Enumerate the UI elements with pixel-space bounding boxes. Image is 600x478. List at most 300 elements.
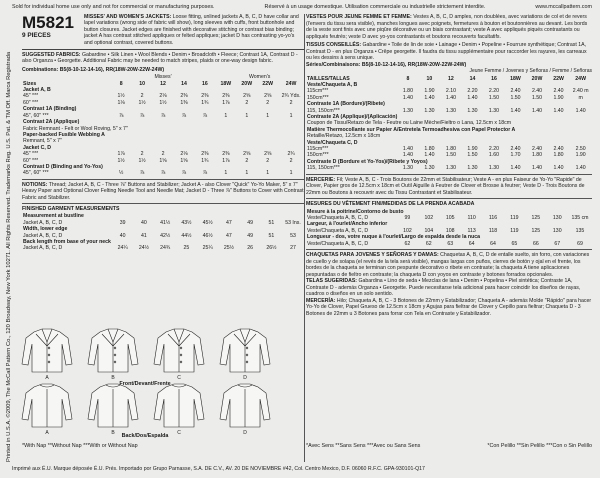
row-label: Matière Thermocollante sur Papier A/Entretela Termoadhesiva con Papel Protector A — [307, 126, 516, 133]
cell-value: 1.30 — [402, 165, 413, 172]
row-label: Mesure à la poitrine/Contorno de busto — [307, 208, 404, 215]
chaquetas-title: CHAQUETAS PARA JOVENES Y SEÑORAS Y DAMAS: — [306, 252, 439, 259]
table-row — [22, 170, 304, 176]
size-12: 12 — [448, 75, 454, 82]
chaquetas-block — [306, 252, 592, 278]
measurement-rows — [22, 213, 304, 251]
size-20w: 20W — [241, 80, 253, 87]
cell-value: 2⅛ — [159, 93, 167, 100]
cell-value: 1 — [289, 112, 293, 119]
back-views — [22, 384, 270, 436]
cell-value: 47 — [225, 232, 232, 239]
front-caption: Front/Devant/Frente — [119, 381, 171, 387]
cell-value: 42½ — [160, 232, 171, 239]
cell-value: 135 cm — [571, 215, 589, 221]
cell-value: 2⅝ — [243, 93, 251, 100]
row-label: 45", 60" *** — [23, 170, 49, 177]
cell-value: 41 — [140, 232, 147, 239]
cell-value: 41½ — [160, 219, 171, 226]
cell-value: 1.40 — [424, 94, 435, 101]
cell-value: 1.30 — [467, 107, 478, 114]
row-label: Fabric Remnant - Felt or Wool Roving, 5" x 7" — [23, 125, 128, 132]
size-18w: 18W — [220, 80, 232, 87]
size-groups-fr: Jeune Femme / Jovenes y Señoras / Femme / Señoras — [469, 68, 592, 74]
group-women: Women's — [248, 74, 271, 81]
cell-value: 1.30 — [467, 165, 478, 172]
back-view-b — [88, 384, 138, 436]
cell-value: 1 — [224, 112, 228, 119]
cell-value: 1.40 — [510, 165, 521, 172]
size-24w: 24W — [575, 75, 586, 82]
cell-value: 49 — [247, 219, 254, 226]
description — [84, 14, 304, 46]
cell-value: 1.50 — [488, 94, 500, 101]
size-12: 12 — [160, 80, 166, 87]
cell-value: 110 — [467, 215, 476, 221]
cell-value: 2 — [266, 99, 270, 106]
cell-value: 1.40 — [531, 165, 543, 172]
tissus-text: Gabardine • Toile de lin de soie • Lainage • Denim • Popeline • Fourrure synthétique; Contrast 1A, Contrast D - en plus Organza • Crêpe georgette. Il faudra du tissu supplémentaire pour raccorder les rayures, les carreaux ou les dessins à sens unique. — [306, 42, 587, 61]
mercerie-text: Fil; Veste A, B, C - Trois Boutons de 22mm et Stabilisateur; Veste A - en plus Faiseur de Yo-Yo "Rapide" de Clover, Papier gros de 12.5cm x 18cm et Outil Aiguille à Feutrer de Clover et Brosse à feutrer; Veste D - Trois Boutons de 22mm ou Boutons à recouvrir avec du Tissu Contrastant et Stabilisateur. — [306, 176, 585, 196]
cell-value: 1.70 — [510, 152, 521, 159]
cell-value: 2⅜ — [201, 151, 209, 158]
cell-value: 130 — [552, 215, 562, 221]
row-label: Largeur, à l'ourlet/Ancho inferior — [307, 221, 388, 228]
cell-value: 2.50 — [575, 145, 586, 152]
cell-value: 2⅝ — [264, 93, 272, 100]
cell-value: 1½ — [159, 99, 167, 106]
cell-value: 2.40 — [531, 145, 543, 152]
cell-value: 1.50 — [531, 94, 543, 101]
cell-value: 2 — [161, 151, 165, 158]
back-view-a — [22, 384, 72, 436]
sizes-label: Sizes — [23, 80, 37, 87]
cell-value: 1.80 — [531, 152, 543, 159]
cell-value: ⅞ — [139, 112, 145, 119]
cell-value: 1.30 — [445, 165, 456, 172]
front-views — [22, 329, 270, 381]
cell-value: 26 — [247, 245, 254, 252]
size-22w: 22W — [262, 80, 274, 87]
metric-measurement-rows — [306, 209, 592, 247]
cell-value: 116 — [488, 215, 498, 221]
row-label: 115cm*** — [307, 88, 329, 95]
cell-value: 1.80 — [424, 145, 435, 152]
row-label: Jacket A, B, C, D — [23, 232, 63, 239]
notice-french: Réservé à un usage domestique. Utilisation commerciale ou industrielle strictement interdite. — [264, 4, 486, 10]
notions-title: NOTIONS: — [22, 181, 48, 188]
row-label: Veste/Chaqueta A, B — [307, 81, 358, 88]
size-10: 10 — [139, 80, 145, 87]
footer-es: *Con Pelillo **Sin Pelillo ***Con o Sin Pelillo — [487, 443, 592, 449]
cell-value: 135 — [575, 227, 585, 234]
metric-yardage-rows — [306, 82, 592, 172]
yardage-rows — [22, 87, 304, 177]
size-8: 8 — [119, 80, 123, 87]
view-letter: A — [45, 375, 49, 381]
cell-value: 1¾ — [201, 157, 209, 164]
row-label: Contraste D (Bordure et Yo-Yos)/(Ribete y Yoyos) — [307, 158, 428, 165]
cell-value: 102 — [424, 215, 434, 221]
cell-value: 26½ — [266, 245, 277, 252]
tissus-title: TISSUS CONSEILLÉS: — [306, 42, 362, 48]
front-view-b — [88, 329, 138, 381]
cell-value: 1.90 — [553, 94, 564, 101]
cell-value: ⅞ — [160, 112, 166, 119]
suggested-fabrics — [22, 52, 304, 65]
merceria-text: Hilo; Chaqueta A, B, C - 3 Botones de 22mm y Estabilizador; Chaqueta A - además Molde "Rápido" para hacer Yo-Yo de Clover, Papel Grueso de 12.5cm x 18cm y Agujas para fieltrar de Clover y Cepillo para fieltrar; Chaqueta D - 3 Botones de 22mm u 3 Botones para forrar con Tela en Contraste y Estabilizador. — [306, 297, 592, 317]
row-label: Veste/Chaqueta C, D — [307, 139, 358, 146]
size-14: 14 — [469, 75, 476, 82]
cell-value: 1⅞ — [117, 151, 125, 158]
cell-value: 2 — [245, 99, 249, 106]
tailles-label: TAILLES/TALLAS — [307, 75, 350, 82]
side-copyright-text: Printed in U.S.A. ©2009, The McCall Pattern Co., 120 Broadway, New York 10271. All Rights Reserved. Trademarks Reg. U.S. Pat. & TM Off. Marca Registrada — [6, 51, 12, 462]
table-row — [306, 241, 592, 247]
cell-value: 1.50 — [510, 94, 521, 101]
cell-value: 40 — [140, 219, 147, 226]
yardage-table — [22, 74, 304, 177]
row-label: Jacket A, B, C, D — [23, 219, 63, 226]
cell-value: 1⅝ — [180, 157, 188, 164]
table-row — [22, 245, 304, 251]
vestes-text: Vestes A, B, C, D amples, non doublées, avec variations de col et de revers (l'envers du tissu sera visible), manches longues avec poignets, fermetures à bouton et boutonnières au devant. Les bords de la veste sont finis avec une piqûre décorative ou un biais contrastant; veste A avec appliqués piqués contrastants ou appliqués feutrés; veste D avec yo-yos contrastants et boutons recouverts facultatifs. — [306, 14, 588, 40]
front-view-c — [154, 329, 204, 381]
size-22w: 22W — [553, 75, 564, 82]
cell-value: 1½ — [117, 93, 125, 100]
size-14: 14 — [181, 80, 187, 87]
row-label: Coupon de Tissu/Retazo de Tela - Feutre ou Laine Mèche/Fieltro o Lana, 12.5cm x 18cm — [307, 120, 512, 127]
cell-value: 2 — [266, 157, 270, 164]
row-label: Measurement at bustline — [23, 213, 84, 220]
cell-value: 1 — [266, 170, 270, 177]
cell-value: 2⅜ — [222, 151, 230, 158]
front-view-d — [220, 329, 270, 381]
cell-value: 46½ — [202, 232, 213, 239]
cell-value: 1.40 — [531, 107, 543, 114]
column-divider — [304, 14, 305, 462]
view-letter: D — [243, 375, 247, 381]
cell-value: 1½ — [117, 157, 125, 164]
cell-value: 1.80 — [553, 152, 564, 159]
cell-value: 27 — [290, 245, 296, 252]
cell-value: 119 — [510, 215, 519, 221]
table-row — [306, 165, 592, 171]
telas-block — [306, 278, 592, 298]
row-label: Veste/Chaqueta A, B, C, D — [307, 215, 369, 221]
row-label: Width, lower edge — [23, 226, 68, 233]
cell-value: 53 Ins. — [285, 219, 301, 226]
row-label: 45", 60" *** — [23, 112, 49, 119]
cell-value: 1.40 — [402, 152, 413, 159]
nap-note: *With Nap **Without Nap ***With or Without Nap — [22, 443, 138, 449]
cell-value: 104 — [424, 227, 434, 234]
row-label: 45" *** — [23, 93, 39, 100]
cell-value: 2.20 — [467, 88, 478, 95]
cell-value: 24¾ — [160, 245, 171, 252]
group-misses: Misses' — [154, 74, 172, 81]
cell-value: 2⅜ — [180, 93, 188, 100]
cell-value: 2⅝ — [264, 151, 272, 158]
cell-value: 2 — [140, 151, 144, 158]
row-label: 45" *** — [23, 151, 39, 158]
cell-value: 125 — [531, 227, 541, 234]
telas-title: TELAS SUGERIDAS: — [306, 278, 358, 285]
cell-value: 25½ — [223, 245, 234, 252]
cell-value: 1⅝ — [159, 157, 167, 164]
telas-text: Gabardina • Lino de seda • Mezclas de lana • Denim • Popelina • Piel sintética; Contraste 1A, Contraste D - además Organza • Georgette. Puede necesitarse tela adicional para hacer coincidir los diseños de rayas, cuadros o diseños en un solo sentido. — [306, 278, 581, 298]
cell-value: 2.20 — [488, 88, 500, 95]
cell-value: 51 — [268, 232, 275, 239]
view-letter: C — [177, 375, 181, 381]
cell-value: 1.80 — [445, 145, 456, 152]
row-label: 115, 150cm*** — [307, 165, 340, 172]
row-label: Paper-backed Fusible Webbing A — [23, 131, 105, 138]
merceria-block — [306, 298, 592, 318]
size-8: 8 — [406, 75, 410, 82]
cell-value: ⅞ — [139, 170, 145, 177]
cell-value: 25¼ — [202, 245, 213, 252]
cell-value: 2¾ Yds. — [281, 93, 301, 100]
cell-value: 1 — [224, 170, 228, 177]
merceria-title: MERCERÍA: — [306, 297, 336, 304]
cell-value: 64 — [468, 240, 475, 247]
view-letter: C — [177, 430, 181, 436]
cell-value: 1.30 — [424, 165, 435, 172]
cell-value: 1.90 — [575, 152, 586, 159]
pattern-header — [22, 14, 304, 50]
cell-value: 119 — [510, 227, 519, 234]
view-letter: B — [111, 375, 115, 381]
cell-value: 2.40 — [553, 88, 564, 95]
notions — [22, 182, 304, 201]
cell-value: 1 — [245, 170, 249, 177]
cell-value: 65 — [511, 240, 518, 247]
cell-value: 49 — [247, 232, 254, 239]
cell-value: 25 — [183, 245, 190, 252]
cell-value: 1.80 — [402, 88, 413, 95]
row-label: Remnant, 5" x 7" — [23, 138, 62, 145]
cell-value: 113 — [467, 227, 476, 234]
cell-value: m — [578, 94, 583, 101]
cell-value: 2.40 m — [572, 88, 589, 95]
cell-value: 51 — [268, 219, 275, 226]
tissus-block — [306, 42, 592, 62]
cell-value: 69 — [577, 240, 583, 247]
pattern-id — [22, 14, 84, 46]
cell-value: 2.10 — [445, 88, 456, 95]
size-10: 10 — [426, 75, 433, 82]
cell-value: 1.40 — [553, 165, 564, 172]
cell-value: 2⅝ — [243, 151, 251, 158]
cell-value: ⅞ — [118, 112, 124, 119]
cell-value: ⅞ — [160, 170, 166, 177]
vestes-block — [306, 14, 592, 40]
cell-value: 63 — [447, 240, 454, 247]
cell-value: 1.90 — [467, 145, 478, 152]
row-label: Jacket C, D — [23, 144, 51, 151]
cell-value: 62 — [425, 240, 432, 247]
cell-value: 45½ — [202, 219, 213, 226]
cell-value: 1⅜ — [180, 99, 188, 106]
measurements-title: FINISHED GARMENT MEASUREMENTS — [22, 205, 120, 212]
row-label: Veste/Chaqueta A, B, C, D — [307, 240, 369, 247]
website-url[interactable]: www.mccallpattern.com — [535, 4, 592, 10]
cell-value: 105 — [445, 215, 455, 221]
size-24w: 24W — [285, 80, 297, 87]
cell-value: 130 — [552, 227, 562, 234]
cell-value: 24¼ — [117, 245, 128, 252]
cell-value: 1½ — [138, 157, 146, 164]
cell-value: 62 — [404, 240, 411, 247]
back-caption: Back/Dos/Espalda — [121, 433, 169, 439]
cell-value: ½ — [118, 170, 124, 177]
back-view-c — [154, 384, 204, 436]
right-footnotes — [306, 443, 592, 449]
cell-value: 2.40 — [553, 145, 564, 152]
pattern-number: M5821 — [22, 13, 74, 32]
cell-value: ⅞ — [202, 112, 208, 119]
cell-value: 2⅜ — [222, 93, 230, 100]
cell-value: 1 — [289, 170, 293, 177]
cell-value: 2⅜ — [201, 93, 209, 100]
cell-value: 1.50 — [467, 152, 478, 159]
cell-value: 2⅛ — [180, 151, 188, 158]
cell-value: 53 — [290, 232, 296, 239]
cell-value: 1⅞ — [222, 99, 230, 106]
row-label: Contraste 1A (Bordure)/(Ribete) — [307, 101, 385, 108]
cell-value: 24½ — [138, 245, 149, 252]
row-label: Contrast 1A (Binding) — [23, 106, 77, 113]
vestes-title: VESTES POUR JEUNE FEMME ET FEMME: — [306, 14, 412, 20]
size-16: 16 — [202, 80, 208, 87]
row-label: 60" *** — [23, 157, 39, 164]
footer-fr: *Avec Sens **Sans Sens ***Avec ou Sans Sens — [306, 443, 421, 449]
row-label: Jacket A, B, C, D — [23, 245, 63, 252]
cell-value: 1.40 — [510, 107, 521, 114]
description-text: Loose fitting, unlined jackets A, B, C, D have collar and lapel variations (wrong side of fabric will show), long sleeves with cuffs, front buttonhole and button closures. Jacket edges are finished with decorative stitching or contrast bias binding; jacket A has contrast stitched appliques or felted appliques; jacket D has contrasting yo-yo's and optional contrast, covered buttons. — [84, 14, 299, 46]
front-view-a — [22, 329, 72, 381]
metric-yardage-table — [306, 76, 592, 172]
cell-value: 102 — [403, 227, 412, 234]
top-notice — [12, 4, 592, 10]
size-20w: 20W — [531, 75, 543, 82]
row-label: Jacket A, B — [23, 87, 51, 94]
measurements-table — [22, 213, 304, 251]
cell-value: 1¾ — [201, 99, 209, 106]
chaquetas-text: Chaquetas A, B, C, D de entalle suelto, sin forro, con variaciones de cuello y de solapa (el revés de la tela será visible), mangas largas con puños, cierres de botón y ojal en el frente, los bordes de la chaqueta se terminan con pespunte decorativo o ribete en contraste; la chaqueta A tiene aplicaciones pespuntadas o de fieltro en contraste; la chaqueta D con yoyos en contraste y botones forrados opcionales. — [306, 252, 590, 278]
metric-measurements-table — [306, 209, 592, 247]
pattern-pieces: 9 PIECES — [22, 32, 51, 39]
cell-value: 1.40 — [575, 107, 586, 114]
view-letter: B — [111, 430, 115, 436]
cell-value: 1.40 — [575, 165, 586, 172]
cell-value: 2 — [245, 157, 249, 164]
cell-value: 125 — [531, 215, 541, 221]
row-label: 150cm*** — [307, 94, 329, 101]
cell-value: 2.40 — [510, 88, 521, 95]
cell-value: 2 — [289, 157, 293, 164]
cell-value: 118 — [488, 227, 498, 234]
cell-value: 47 — [225, 219, 232, 226]
cell-value: 1.60 — [488, 152, 500, 159]
row-label: Back length from base of your neck — [23, 239, 111, 245]
cell-value: 2¾ — [287, 151, 295, 158]
fabrics-text: Gabardine • Silk Linen • Wool Blends • Denim • Broadcloth • Fleece; Contrast 1A, Contrast D - also Organza • Georgette. Additional Fabric may be needed to match stripes, plaids or one-way design fabric. — [22, 52, 298, 65]
row-label: 115cm*** — [307, 145, 329, 152]
cell-value: 2.40 — [510, 145, 521, 152]
size-16: 16 — [491, 75, 497, 82]
cell-value: 1.30 — [488, 165, 500, 172]
row-label: 60" *** — [23, 99, 39, 106]
series-line: Séries/Combinaisons: B5(8-10-12-14-16), RR(18W-20W-22W-24W) — [306, 61, 467, 68]
cell-value: 1.30 — [424, 107, 435, 114]
cell-value: 2.40 — [531, 88, 543, 95]
cell-value: 1.40 — [467, 94, 478, 101]
cell-value: 1.40 — [402, 145, 413, 152]
notions-text: Thread; Jacket A, B, C - Three ⅞" Buttons and Stabilizer; Jacket A - also Clover "Quick" Yo-Yo Maker, 5" x 7" Heavy Paper and Optional Clover Felting Needle Tool and Needle Mat; Jacket D - Three ⅞" Buttons to Cover with Contrast Fabric and Stabilizer. — [22, 181, 304, 201]
cell-value: 108 — [445, 227, 455, 234]
cell-value: 2 — [140, 93, 144, 100]
cell-value: ⅞ — [181, 170, 187, 177]
cell-value: 67 — [554, 240, 561, 247]
row-label: Contrast D (Binding and Yo-Yos) — [23, 163, 103, 170]
cell-value: 1.40 — [445, 94, 456, 101]
row-label: Retaille/Retazo, 12.5cm x 18cm — [307, 133, 381, 140]
row-label: Longueur - dos, votre nuque à l'ourlet/Largo de espalda desde la nuca — [307, 234, 481, 241]
cell-value: 99 — [404, 215, 411, 221]
cell-value: 1⅞ — [222, 157, 230, 164]
notice-english: Sold for individual home use only and not for commercial or manufacturing purposes. — [12, 4, 215, 10]
cell-value: 1.40 — [424, 152, 435, 159]
mesures-title: MESURES DU VÊTEMENT FINI/MEDIDAS DE LA PRENDA ACABADA — [306, 201, 475, 208]
mercerie-block — [306, 177, 592, 197]
cell-value: 44½ — [181, 232, 192, 239]
cell-value: 1.40 — [553, 107, 564, 114]
cell-value: 1.30 — [402, 107, 413, 114]
cell-value: 1.30 — [488, 107, 500, 114]
row-label: Contrast 2A (Applique) — [23, 119, 80, 126]
cell-value: 1⅛ — [117, 99, 125, 106]
cell-value: 1 — [245, 112, 249, 119]
cell-value: 39 — [119, 219, 126, 226]
cell-value: ⅞ — [181, 112, 187, 119]
cell-value: ⅞ — [202, 170, 208, 177]
cell-value: 1½ — [138, 99, 146, 106]
cell-value: 1.50 — [445, 152, 456, 159]
row-label: 150cm*** — [307, 152, 329, 159]
cell-value: 1.90 — [424, 88, 435, 95]
cell-value: 1.40 — [402, 94, 413, 101]
row-label: 115, 150cm*** — [307, 107, 340, 114]
view-letter: A — [45, 430, 49, 436]
view-letter: D — [243, 430, 247, 436]
row-label: Veste/Chaqueta A, B, C, D — [307, 227, 369, 234]
cell-value: 1 — [266, 112, 270, 119]
fabrics-title: SUGGESTED FABRICS: — [22, 52, 81, 59]
cell-value: 2.20 — [488, 145, 500, 152]
cell-value: 66 — [532, 240, 539, 247]
row-label: Contraste 2A (Applique)/(Aplicación) — [307, 113, 398, 120]
import-notice: Imprimé aux É.U. Marque déposée É.U. Prés. Importado por Grupo Parnasse, S.A. DE C.V., AV. 20 DE NOVIEMBRE #42, Col. Centro Mexico, D.F. 06060 R.F.C. GPA-930101-Q17 — [12, 466, 425, 472]
size-18w: 18W — [510, 75, 521, 82]
french-spanish-column — [306, 14, 592, 464]
cell-value: 40 — [119, 232, 126, 239]
cell-value: 2 — [289, 99, 293, 106]
mercerie-title: MERCERIE: — [306, 176, 336, 183]
cell-value: 64 — [490, 240, 496, 247]
description-title: MISSES' AND WOMEN'S JACKETS: — [84, 14, 172, 20]
